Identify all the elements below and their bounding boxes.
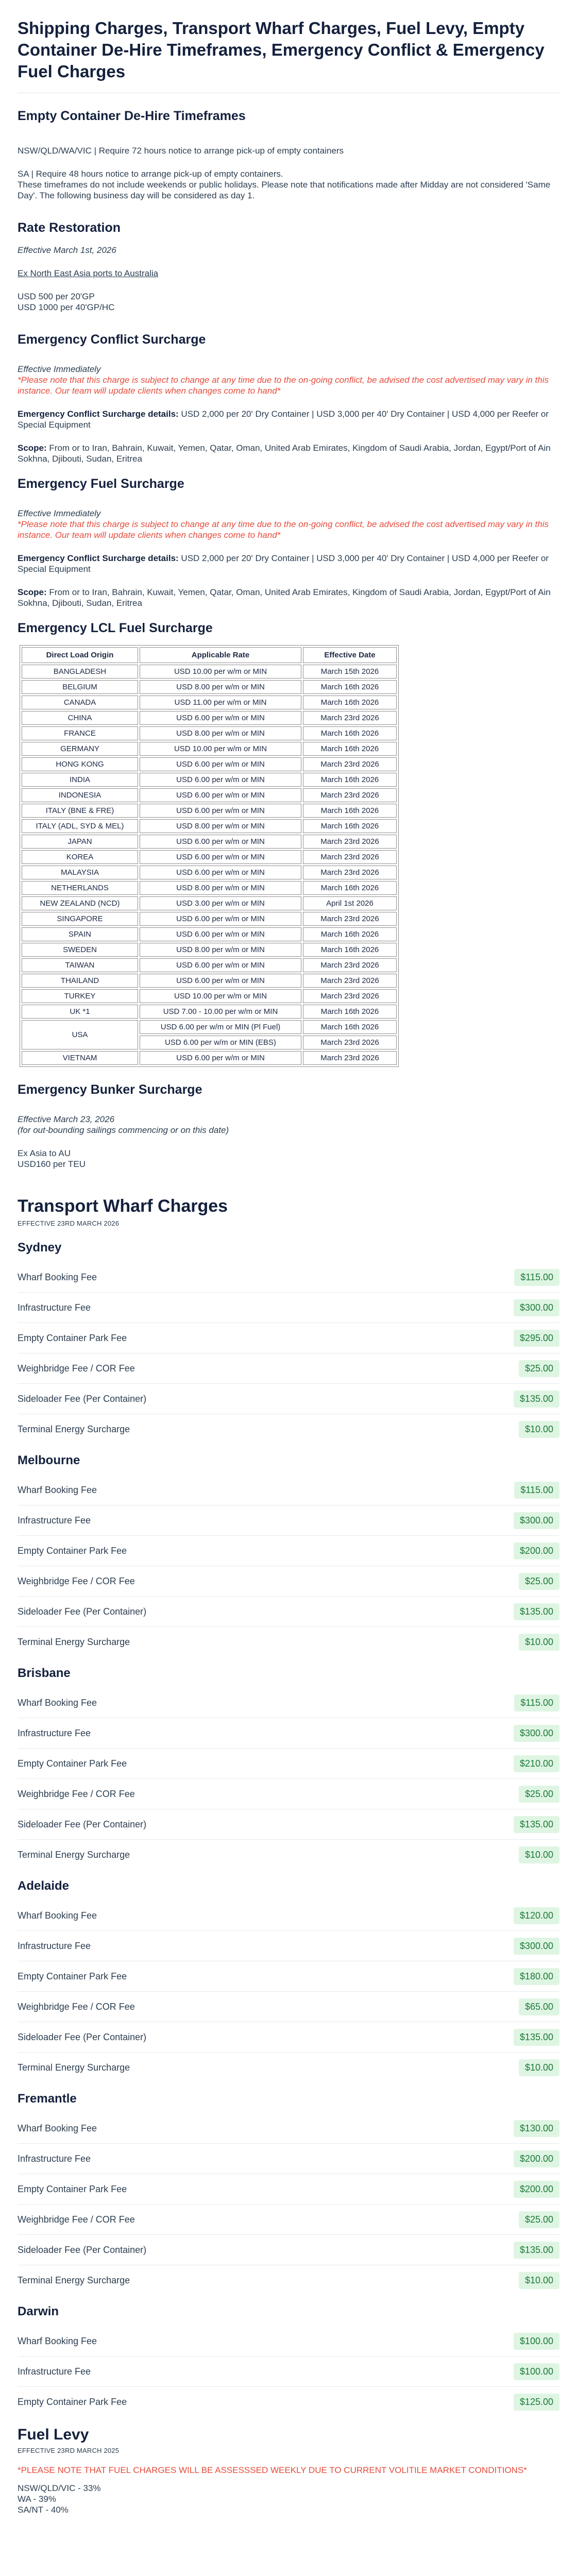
lcl-date-cell: March 23rd 2026: [303, 974, 397, 988]
wharf-city-heading: Brisbane: [18, 1666, 71, 1680]
fee-row: [18, 1597, 559, 1627]
fee-row: [18, 1749, 559, 1779]
fee-label: Terminal Energy Surcharge: [18, 1849, 130, 1860]
fee-price-badge: $135.00: [514, 1391, 559, 1408]
rate-restoration-route-link[interactable]: Ex North East Asia ports to Australia: [18, 268, 159, 278]
fee-label: Weighbridge Fee / COR Fee: [18, 2214, 135, 2225]
lcl-header-row: [22, 647, 397, 663]
lcl-date-cell: March 23rd 2026: [303, 850, 397, 864]
lcl-row: [22, 680, 397, 694]
fee-label: Weighbridge Fee / COR Fee: [18, 1575, 135, 1586]
fee-price-badge: $300.00: [514, 1938, 559, 1955]
fee-row: [18, 1931, 559, 1961]
lcl-rate-cell: USD 6.00 per w/m or MIN: [140, 912, 301, 926]
fee-row: [18, 2357, 559, 2387]
fee-list: [18, 1688, 559, 1870]
fee-label: Empty Container Park Fee: [18, 1545, 127, 1556]
lcl-date-cell: March 23rd 2026: [303, 711, 397, 725]
lcl-date-cell: March 16th 2026: [303, 1020, 397, 1034]
fee-row: [18, 2265, 559, 2295]
lcl-origin-cell: VIETNAM: [22, 1051, 138, 1065]
fuel-levy-section: [18, 2426, 559, 2515]
lcl-date-cell: March 16th 2026: [303, 881, 397, 895]
fee-label: Sideloader Fee (Per Container): [18, 2031, 147, 2042]
lcl-date-cell: March 16th 2026: [303, 943, 397, 957]
lcl-row: [22, 696, 397, 709]
fee-label: Sideloader Fee (Per Container): [18, 1606, 147, 1617]
lcl-origin-cell: BELGIUM: [22, 680, 138, 694]
fee-price-badge: $25.00: [519, 1360, 559, 1377]
lcl-rate-cell: USD 6.00 per w/m or MIN: [140, 711, 301, 725]
fee-row: [18, 1809, 559, 1840]
lcl-date-cell: March 16th 2026: [303, 804, 397, 818]
conflict-details-text: USD 2,000 per 20' Dry Container | USD 3,000 per 40' Dry Container | USD 4,000 per Reefer or Special Equipment: [18, 409, 549, 430]
lcl-date-cell: March 23rd 2026: [303, 866, 397, 879]
conflict-warning: *Please note that this charge is subject to change at any time due to the on-going conflict, be advised the cost advertised may vary in this instance. Our team will update clients when changes come to hand*: [18, 375, 549, 396]
fuel-levy-rate-wa: WA - 39%: [18, 2494, 56, 2504]
lcl-date-cell: March 16th 2026: [303, 696, 397, 709]
fee-price-badge: $295.00: [514, 1330, 559, 1347]
lcl-origin-cell: ITALY (BNE & FRE): [22, 804, 138, 818]
lcl-rate-cell: USD 6.00 per w/m or MIN: [140, 974, 301, 988]
fee-price-badge: $180.00: [514, 1968, 559, 1985]
rate-restoration-effective: Effective March 1st, 2026: [18, 245, 116, 255]
fee-row: [18, 1688, 559, 1718]
fee-row: [18, 1353, 559, 1384]
dehire-line-1: NSW/QLD/WA/VIC | Require 72 hours notice to arrange pick-up of empty containers: [18, 146, 344, 156]
lcl-row: [22, 1051, 397, 1065]
dehire-heading: Empty Container De-Hire Timeframes: [18, 109, 246, 123]
fee-row: [18, 1718, 559, 1749]
lcl-date-cell: March 16th 2026: [303, 1005, 397, 1019]
fee-label: Wharf Booking Fee: [18, 1272, 97, 1282]
lcl-section: [18, 621, 559, 1067]
lcl-row: [22, 711, 397, 725]
lcl-origin-cell: GERMANY: [22, 742, 138, 756]
fee-label: Infrastructure Fee: [18, 1515, 91, 1526]
lcl-date-cell: March 23rd 2026: [303, 1036, 397, 1049]
lcl-rate-cell: USD 6.00 per w/m or MIN: [140, 927, 301, 941]
lcl-header-rate: Applicable Rate: [140, 647, 301, 663]
lcl-row: [22, 1005, 397, 1019]
conflict-section: [18, 332, 559, 464]
fee-label: Empty Container Park Fee: [18, 1332, 127, 1343]
fee-row: [18, 2205, 559, 2235]
bunker-section: [18, 1082, 559, 1170]
conflict-heading: Emergency Conflict Surcharge: [18, 332, 206, 347]
lcl-row: [22, 989, 397, 1003]
fee-price-badge: $25.00: [519, 2211, 559, 2228]
wharf-city-fremantle: [18, 2092, 559, 2295]
lcl-rate-cell: USD 6.00 per w/m or MIN: [140, 1051, 301, 1065]
fee-row: [18, 2174, 559, 2205]
conflict-details: [18, 409, 559, 430]
fee-row: [18, 2387, 559, 2417]
fuel-surcharge-scope-text: From or to Iran, Bahrain, Kuwait, Yemen, Qatar, Oman, United Arab Emirates, Kingdom of Saudi Arabia, Jordan, Egypt/Port of Ain Sokhna, Djibouti, Sudan, Eritrea: [18, 587, 551, 608]
lcl-rate-cell: USD 6.00 per w/m or MIN: [140, 788, 301, 802]
lcl-row: [22, 726, 397, 740]
fuel-surcharge-scope-label: Scope:: [18, 587, 47, 597]
lcl-date-cell: March 23rd 2026: [303, 989, 397, 1003]
lcl-rate-cell: USD 8.00 per w/m or MIN: [140, 881, 301, 895]
lcl-row: [22, 1020, 397, 1034]
fuel-levy-rate-sa: SA/NT - 40%: [18, 2505, 69, 2515]
lcl-rate-cell: USD 8.00 per w/m or MIN: [140, 943, 301, 957]
fee-price-badge: $135.00: [514, 1816, 559, 1833]
rate-restoration-line-2: USD 1000 per 40'GP/HC: [18, 302, 115, 312]
fee-price-badge: $120.00: [514, 1907, 559, 1924]
fee-label: Sideloader Fee (Per Container): [18, 1819, 147, 1829]
lcl-date-cell: March 15th 2026: [303, 665, 397, 679]
fee-label: Wharf Booking Fee: [18, 1697, 97, 1708]
lcl-date-cell: March 23rd 2026: [303, 1051, 397, 1065]
lcl-origin-cell: INDIA: [22, 773, 138, 787]
wharf-city-sydney: [18, 1241, 559, 1444]
lcl-origin-cell: NETHERLANDS: [22, 881, 138, 895]
lcl-origin-cell: FRANCE: [22, 726, 138, 740]
wharf-city-adelaide: [18, 1879, 559, 2082]
wharf-city-list: [18, 1241, 559, 2417]
lcl-date-cell: March 16th 2026: [303, 680, 397, 694]
wharf-city-melbourne: [18, 1453, 559, 1657]
lcl-rate-cell: USD 7.00 - 10.00 per w/m or MIN: [140, 1005, 301, 1019]
fee-row: [18, 2235, 559, 2265]
fuel-surcharge-warning: *Please note that this charge is subject to change at any time due to the on-going conflict, be advised the cost advertised may vary in this instance. Our team will update clients when changes come to hand*: [18, 519, 549, 540]
dehire-line-2: SA | Require 48 hours notice to arrange pick-up of empty containers.: [18, 169, 283, 179]
lcl-rate-cell: USD 11.00 per w/m or MIN: [140, 696, 301, 709]
lcl-row: [22, 835, 397, 849]
fuel-levy-effective: EFFECTIVE 23RD MARCH 2025: [18, 2447, 120, 2454]
lcl-row: [22, 757, 397, 771]
lcl-rate-cell: USD 8.00 per w/m or MIN: [140, 726, 301, 740]
fee-label: Infrastructure Fee: [18, 2366, 91, 2377]
fee-row: [18, 1992, 559, 2022]
fee-label: Infrastructure Fee: [18, 1727, 91, 1738]
fee-price-badge: $200.00: [514, 2150, 559, 2167]
lcl-origin-cell: MALAYSIA: [22, 866, 138, 879]
fee-price-badge: $10.00: [519, 1421, 559, 1438]
lcl-row: [22, 804, 397, 818]
fee-list: [18, 1901, 559, 2082]
lcl-date-cell: March 16th 2026: [303, 742, 397, 756]
dehire-section: [18, 109, 559, 201]
lcl-row: [22, 943, 397, 957]
lcl-row: [22, 665, 397, 679]
fuel-surcharge-effective: Effective Immediately: [18, 509, 101, 518]
fee-row: [18, 1901, 559, 1931]
fee-row: [18, 1384, 559, 1414]
fuel-levy-heading: Fuel Levy: [18, 2426, 89, 2443]
fee-price-badge: $300.00: [514, 1299, 559, 1316]
wharf-effective: EFFECTIVE 23RD MARCH 2026: [18, 1219, 120, 1227]
wharf-city-heading: Melbourne: [18, 1453, 80, 1467]
wharf-city-heading: Adelaide: [18, 1879, 70, 1893]
fee-label: Infrastructure Fee: [18, 2153, 91, 2164]
lcl-row: [22, 819, 397, 833]
fuel-surcharge-section: [18, 477, 559, 608]
bunker-rate: USD160 per TEU: [18, 1159, 86, 1169]
fee-price-badge: $25.00: [519, 1573, 559, 1590]
lcl-rate-cell: USD 6.00 per w/m or MIN (EBS): [140, 1036, 301, 1049]
fee-row: [18, 2022, 559, 2053]
lcl-date-cell: March 23rd 2026: [303, 757, 397, 771]
lcl-origin-cell: BANGLADESH: [22, 665, 138, 679]
lcl-origin-cell: UK *1: [22, 1005, 138, 1019]
fee-label: Empty Container Park Fee: [18, 1971, 127, 1981]
lcl-date-cell: March 16th 2026: [303, 819, 397, 833]
wharf-city-darwin: [18, 2304, 559, 2417]
fee-row: [18, 2113, 559, 2144]
page-title: Shipping Charges, Transport Wharf Charges, Fuel Levy, Empty Container De-Hire Timeframes, Emergency Conflict & Emergency Fuel Charges: [18, 19, 545, 81]
fee-price-badge: $300.00: [514, 1512, 559, 1529]
lcl-origin-cell: INDONESIA: [22, 788, 138, 802]
fee-row: [18, 1536, 559, 1566]
lcl-row: [22, 742, 397, 756]
fee-price-badge: $10.00: [519, 1634, 559, 1651]
lcl-rate-cell: USD 6.00 per w/m or MIN (Pl Fuel): [140, 1020, 301, 1034]
fee-row: [18, 2144, 559, 2174]
lcl-rate-cell: USD 6.00 per w/m or MIN: [140, 804, 301, 818]
lcl-rate-cell: USD 10.00 per w/m or MIN: [140, 742, 301, 756]
fee-row: [18, 1961, 559, 1992]
lcl-origin-cell: NEW ZEALAND (NCD): [22, 896, 138, 910]
fee-row: [18, 1323, 559, 1353]
lcl-row: [22, 866, 397, 879]
fuel-surcharge-heading: Emergency Fuel Surcharge: [18, 477, 184, 491]
fee-price-badge: $125.00: [514, 2394, 559, 2411]
lcl-rate-cell: USD 3.00 per w/m or MIN: [140, 896, 301, 910]
fee-row: [18, 1627, 559, 1657]
wharf-heading: Transport Wharf Charges: [18, 1196, 228, 1216]
fee-label: Infrastructure Fee: [18, 1302, 91, 1313]
conflict-scope: [18, 443, 559, 464]
lcl-date-cell: March 23rd 2026: [303, 912, 397, 926]
fee-price-badge: $135.00: [514, 1603, 559, 1620]
lcl-row: [22, 850, 397, 864]
dehire-line-3: These timeframes do not include weekends or public holidays. Please note that notifications made after Midday are not considered 'Same Day'. The following business day will be considered as day 1.: [18, 180, 551, 200]
fee-label: Wharf Booking Fee: [18, 1910, 97, 1921]
lcl-date-cell: March 23rd 2026: [303, 788, 397, 802]
lcl-origin-cell: KOREA: [22, 850, 138, 864]
fee-price-badge: $115.00: [514, 1482, 559, 1499]
fuel-levy-warning: *PLEASE NOTE THAT FUEL CHARGES WILL BE ASSESSSED WEEKLY DUE TO CURRENT VOLITILE MARKET CONDITIONS*: [18, 2465, 527, 2475]
lcl-origin-cell: SPAIN: [22, 927, 138, 941]
conflict-effective: Effective Immediately: [18, 364, 101, 374]
lcl-rate-cell: USD 6.00 per w/m or MIN: [140, 773, 301, 787]
fee-row: [18, 1475, 559, 1505]
wharf-city-brisbane: [18, 1666, 559, 1870]
fee-label: Wharf Booking Fee: [18, 2335, 97, 2346]
fee-label: Sideloader Fee (Per Container): [18, 1393, 147, 1404]
lcl-row: [22, 958, 397, 972]
rate-restoration-heading: Rate Restoration: [18, 221, 121, 235]
fee-label: Terminal Energy Surcharge: [18, 1636, 130, 1647]
fee-price-badge: $135.00: [514, 2242, 559, 2259]
fee-price-badge: $135.00: [514, 2029, 559, 2046]
lcl-row: [22, 927, 397, 941]
wharf-city-heading: Sydney: [18, 1241, 62, 1255]
fuel-levy-rate-nsw: NSW/QLD/VIC - 33%: [18, 2483, 101, 2493]
lcl-rate-cell: USD 6.00 per w/m or MIN: [140, 835, 301, 849]
rate-restoration-line-1: USD 500 per 20'GP: [18, 292, 95, 301]
fee-label: Weighbridge Fee / COR Fee: [18, 1788, 135, 1799]
fee-price-badge: $210.00: [514, 1755, 559, 1772]
lcl-origin-cell: JAPAN: [22, 835, 138, 849]
fee-price-badge: $300.00: [514, 1725, 559, 1742]
lcl-rate-cell: USD 6.00 per w/m or MIN: [140, 757, 301, 771]
fee-list: [18, 2326, 559, 2417]
fee-price-badge: $65.00: [519, 1998, 559, 2015]
fee-list: [18, 1475, 559, 1657]
fee-price-badge: $130.00: [514, 2120, 559, 2137]
fee-price-badge: $100.00: [514, 2363, 559, 2380]
fee-row: [18, 1505, 559, 1536]
lcl-rate-cell: USD 6.00 per w/m or MIN: [140, 866, 301, 879]
fee-label: Terminal Energy Surcharge: [18, 2062, 130, 2073]
lcl-date-cell: March 16th 2026: [303, 927, 397, 941]
lcl-header-origin: Direct Load Origin: [22, 647, 138, 663]
lcl-origin-cell: SWEDEN: [22, 943, 138, 957]
lcl-origin-cell: THAILAND: [22, 974, 138, 988]
lcl-header-date: Effective Date: [303, 647, 397, 663]
wharf-section: [18, 1196, 559, 2417]
fee-label: Empty Container Park Fee: [18, 2183, 127, 2194]
fee-price-badge: $115.00: [514, 1269, 559, 1286]
conflict-scope-text: From or to Iran, Bahrain, Kuwait, Yemen, Qatar, Oman, United Arab Emirates, Kingdom of Saudi Arabia, Jordan, Egypt/Port of Ain Sokhna, Djibouti, Sudan, Eritrea: [18, 443, 551, 464]
fee-price-badge: $115.00: [514, 1694, 559, 1711]
lcl-row: [22, 974, 397, 988]
lcl-rate-cell: USD 8.00 per w/m or MIN: [140, 819, 301, 833]
lcl-date-cell: March 16th 2026: [303, 773, 397, 787]
lcl-rate-cell: USD 10.00 per w/m or MIN: [140, 665, 301, 679]
fee-list: [18, 1262, 559, 1444]
lcl-origin-cell: HONG KONG: [22, 757, 138, 771]
fee-price-badge: $200.00: [514, 2181, 559, 2198]
bunker-route: Ex Asia to AU: [18, 1148, 71, 1158]
lcl-date-cell: April 1st 2026: [303, 896, 397, 910]
lcl-origin-cell: SINGAPORE: [22, 912, 138, 926]
fee-label: Empty Container Park Fee: [18, 1758, 127, 1769]
fee-label: Infrastructure Fee: [18, 1940, 91, 1951]
fee-price-badge: $100.00: [514, 2333, 559, 2350]
wharf-city-heading: Darwin: [18, 2304, 59, 2318]
fuel-surcharge-details-label: Emergency Conflict Surcharge details:: [18, 553, 179, 563]
fee-price-badge: $10.00: [519, 2059, 559, 2076]
fee-label: Terminal Energy Surcharge: [18, 1423, 130, 1434]
bunker-note: (for out-bounding sailings commencing or on this date): [18, 1125, 229, 1135]
lcl-table: [20, 645, 399, 1067]
conflict-scope-label: Scope:: [18, 443, 47, 453]
fee-list: [18, 2113, 559, 2295]
fuel-surcharge-details-text: USD 2,000 per 20' Dry Container | USD 3,000 per 40' Dry Container | USD 4,000 per Reefer or Special Equipment: [18, 553, 549, 574]
lcl-origin-cell: TAIWAN: [22, 958, 138, 972]
fee-price-badge: $10.00: [519, 2272, 559, 2289]
lcl-origin-cell: ITALY (ADL, SYD & MEL): [22, 819, 138, 833]
fee-row: [18, 2053, 559, 2082]
lcl-origin-cell: CANADA: [22, 696, 138, 709]
fee-row: [18, 1840, 559, 1870]
lcl-rate-cell: USD 6.00 per w/m or MIN: [140, 850, 301, 864]
fee-row: [18, 1414, 559, 1444]
fee-label: Weighbridge Fee / COR Fee: [18, 2001, 135, 2012]
lcl-row: [22, 896, 397, 910]
lcl-rate-cell: USD 8.00 per w/m or MIN: [140, 680, 301, 694]
bunker-effective: Effective March 23, 2026: [18, 1114, 115, 1124]
lcl-origin-cell: TURKEY: [22, 989, 138, 1003]
lcl-date-cell: March 23rd 2026: [303, 835, 397, 849]
fee-label: Empty Container Park Fee: [18, 2396, 127, 2407]
fuel-surcharge-details: [18, 553, 559, 574]
lcl-date-cell: March 16th 2026: [303, 726, 397, 740]
fee-label: Wharf Booking Fee: [18, 1484, 97, 1495]
lcl-row: [22, 912, 397, 926]
fee-label: Wharf Booking Fee: [18, 2123, 97, 2133]
fuel-surcharge-scope: [18, 587, 559, 608]
lcl-origin-cell: USA: [22, 1020, 138, 1049]
fee-price-badge: $200.00: [514, 1543, 559, 1560]
fee-row: [18, 1779, 559, 1809]
lcl-row: [22, 788, 397, 802]
lcl-row: [22, 773, 397, 787]
fee-price-badge: $25.00: [519, 1786, 559, 1803]
bunker-heading: Emergency Bunker Surcharge: [18, 1082, 202, 1097]
lcl-origin-cell: CHINA: [22, 711, 138, 725]
fee-row: [18, 2326, 559, 2357]
fee-price-badge: $10.00: [519, 1846, 559, 1863]
lcl-heading: Emergency LCL Fuel Surcharge: [18, 621, 213, 635]
fee-label: Sideloader Fee (Per Container): [18, 2244, 147, 2255]
fee-row: [18, 1262, 559, 1293]
conflict-details-label: Emergency Conflict Surcharge details:: [18, 409, 179, 419]
fee-label: Terminal Energy Surcharge: [18, 2275, 130, 2285]
lcl-rate-cell: USD 6.00 per w/m or MIN: [140, 958, 301, 972]
fee-row: [18, 1566, 559, 1597]
rate-restoration-section: [18, 221, 559, 313]
lcl-row: [22, 881, 397, 895]
wharf-city-heading: Fremantle: [18, 2092, 77, 2106]
fee-row: [18, 1293, 559, 1323]
lcl-date-cell: March 23rd 2026: [303, 958, 397, 972]
fee-label: Weighbridge Fee / COR Fee: [18, 1363, 135, 1374]
lcl-rate-cell: USD 10.00 per w/m or MIN: [140, 989, 301, 1003]
